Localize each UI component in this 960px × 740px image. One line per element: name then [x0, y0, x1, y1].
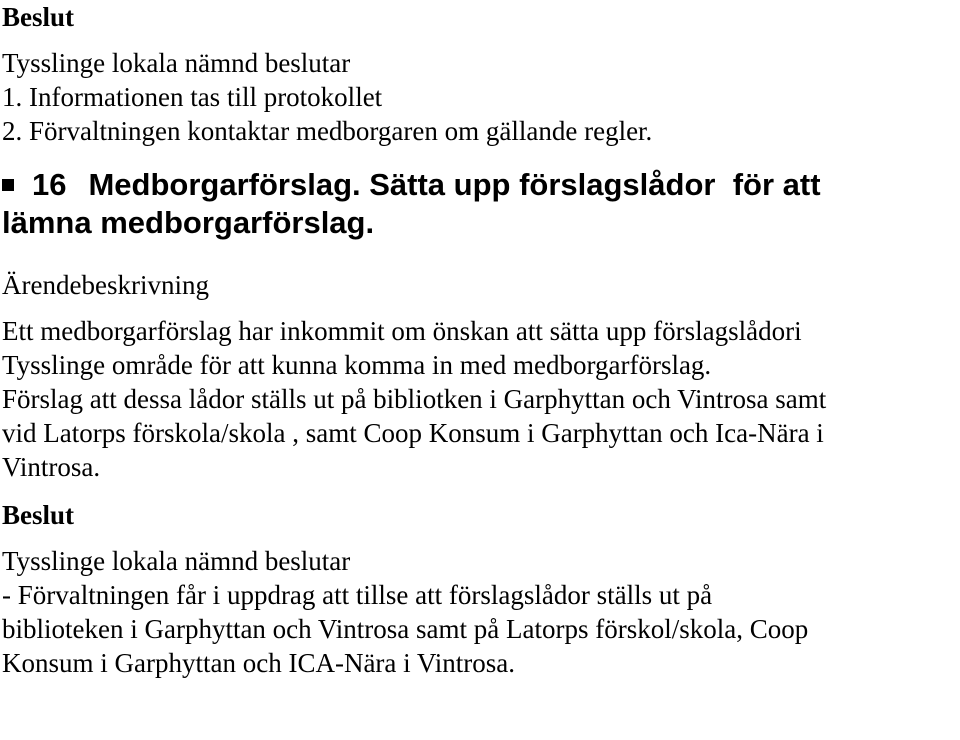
- agenda-item-number: 16: [32, 167, 67, 202]
- decision-body-2: [2, 578, 952, 680]
- decision-intro-2: Tysslinge lokala nämnd beslutar: [2, 546, 351, 576]
- description-line: Förslag att dessa lådor ställs ut på bibliotken i Garphyttan och Vintrosa samt: [2, 384, 827, 414]
- decision-heading-2: Beslut: [2, 500, 75, 530]
- decision-heading-1: Beslut: [2, 2, 75, 32]
- description-line: vid Latorps förskola/skola , samt Coop Konsum i Garphyttan och Ica-Nära i: [2, 418, 824, 448]
- description-line: Vintrosa.: [2, 452, 101, 482]
- description-line: Ett medborgarförslag har inkommit om önskan att sätta upp förslagslådori: [2, 316, 802, 346]
- agenda-item-heading: [2, 166, 952, 204]
- bullet-icon: [2, 179, 14, 191]
- decision-line: - Förvaltningen får i uppdrag att tillse att förslagslådor ställs ut på: [2, 580, 713, 610]
- description-line: Tysslinge område för att kunna komma in med medborgarförslag.: [2, 350, 712, 380]
- decision-point-2: 2. Förvaltningen kontaktar medborgaren om gällande regler.: [2, 116, 653, 146]
- description-body: [2, 314, 952, 484]
- decision-intro-1: Tysslinge lokala nämnd beslutar: [2, 48, 351, 78]
- decision-point-1: 1. Informationen tas till protokollet: [2, 82, 383, 112]
- decision-line: biblioteken i Garphyttan och Vintrosa samt på Latorps förskol/skola, Coop: [2, 614, 809, 644]
- decision-line: Konsum i Garphyttan och ICA-Nära i Vintrosa.: [2, 648, 516, 678]
- description-heading: Ärendebeskrivning: [2, 270, 209, 300]
- agenda-item-title-line1: Medborgarförslag. Sätta upp förslagslådor för att: [88, 167, 821, 202]
- agenda-item-title-line2: lämna medborgarförslag.: [2, 205, 375, 240]
